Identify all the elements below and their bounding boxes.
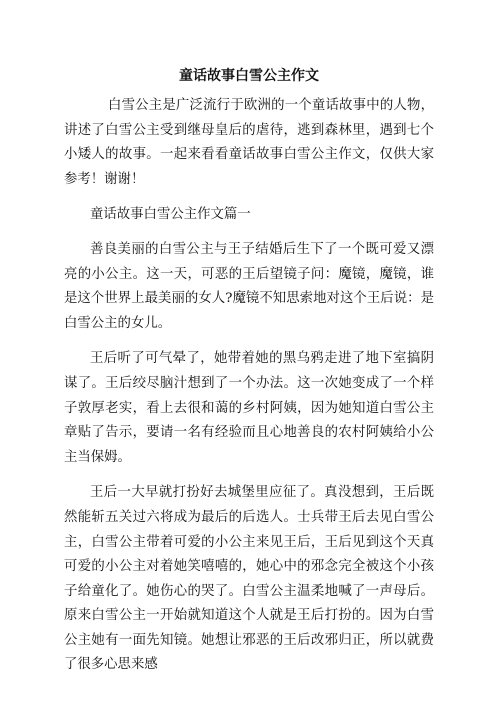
body-paragraph: 王后一大早就打扮好去城堡里应征了。真没想到，王后既然能斩五关过六将成为最后的后选人。士兵带王后去见白雪公主，白雪公主带着可爱的小公主来见王后，王后见到这个天真可爱的小公主对着她笑嘻嘻的，她心中的邪念完全被这个小孩子给童化了。她伤心的哭了。白雪公主温柔地喊了一声母后。原来白雪公主一开始就知道这个人就是王后打扮的。因为白雪公主她有一面先知镜。她想让邪恶的王后改邪归正，所以就费了很多心思来感 [64,485,434,673]
body-paragraph: 善良美丽的白雪公主与王子结婚后生下了一个既可爱又漂亮的小公主。这一天，可恶的王后望镜子问：魔镜，魔镜，谁是这个世界上最美丽的女人?魔镜不知思索地对这个王后说：是白雪公主的女儿。 [64,241,434,331]
document-body [64,64,434,689]
section-heading: 童话故事白雪公主作文篇一 [90,207,251,223]
body-paragraph: 王后听了可气晕了，她带着她的黑乌鸦走进了地下室搞阴谋了。王后绞尽脑汁想到了一个办法。这一次她变成了一个样子敦厚老实，看上去很和蔼的乡村阿姨，因为她知道白雪公主章贴了告示，要请一名有经验而且心地善良的农村阿姨给小公主当保姆。 [64,351,434,465]
document-title: 童话故事白雪公主作文 [179,68,319,84]
intro-paragraph: 白雪公主是广泛流行于欧洲的一个童话故事中的人物，讲述了白雪公主受到继母皇后的虐待，逃到森林里，遇到七个小矮人的故事。一起来看看童话故事白雪公主作文，仅供大家参考！谢谢！ [64,98,434,187]
